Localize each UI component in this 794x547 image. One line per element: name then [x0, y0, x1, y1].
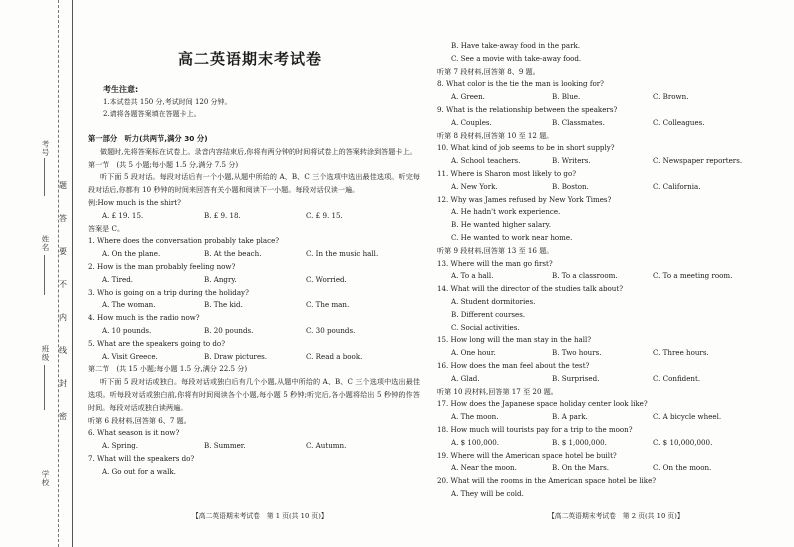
page-title: 高二英语期末考试卷	[177, 50, 322, 68]
option: B. To a classroom.	[552, 271, 618, 281]
option: C. $ 10,000,000.	[653, 437, 713, 447]
option: C. Worried.	[306, 274, 347, 284]
seal-char: 答	[59, 214, 67, 223]
exam-no-blank	[44, 158, 45, 196]
question-10: 10. What kind of job seems to be in short supply?	[437, 143, 615, 153]
option: B. Draw pictures.	[204, 351, 268, 361]
option: A. Visit Greece.	[102, 351, 158, 361]
question-3-options	[88, 299, 420, 312]
question-9: 9. What is the relationship between the speakers?	[437, 104, 618, 114]
option: C. To a meeting room.	[653, 271, 733, 281]
option: A. They will be cold.	[451, 488, 524, 498]
option: B. 20 pounds.	[204, 325, 254, 335]
example-options	[88, 210, 420, 223]
question-15-options	[437, 347, 787, 360]
option: A. On the plane.	[102, 249, 161, 259]
name-label: 姓名	[41, 235, 50, 252]
option: B. Boston.	[552, 181, 589, 191]
right-column	[437, 40, 787, 501]
option: A. Spring.	[102, 441, 139, 451]
option: A. Glad.	[451, 373, 480, 383]
section1-heading: 第一节 (共 5 小题;每小题 1.5 分,满分 7.5 分)	[88, 159, 239, 169]
option: B. $ 1,000,000.	[552, 437, 607, 447]
question-12: 12. Why was James refused by New York Times?	[437, 194, 612, 204]
seal-char: 密	[59, 412, 67, 421]
option: B. On the Mars.	[552, 463, 610, 473]
question-1-options	[88, 248, 420, 261]
question-3: 3. Who is going on a trip during the holiday?	[88, 287, 249, 297]
question-5: 5. What are the speakers going to do?	[88, 338, 225, 348]
question-15: 15. How long will the man stay in the hall?	[437, 335, 592, 345]
question-19: 19. Where will the American space hotel be built?	[437, 450, 617, 460]
option: A. $ 100,000.	[451, 437, 499, 447]
option: B. Have take-away food in the park.	[451, 41, 581, 50]
option: B. Writers.	[552, 156, 591, 166]
option: A. New York.	[451, 181, 498, 191]
option: B. Two hours.	[552, 348, 602, 358]
option: B. He wanted higher salary.	[451, 220, 551, 230]
option: C. The man.	[306, 300, 350, 310]
seal-char: 不	[59, 280, 67, 289]
option: B. Classmates.	[552, 117, 605, 127]
option: B. At the beach.	[204, 249, 262, 259]
section2-instructions: 听下面 5 段对话或独白。每段对话或独白后有几个小题,从题中所给的 A、B、C 三个选项中选出最佳选项。听每段对话或独白前,你将有时间阅读各个小题,每小题 5 秒钟;听完后,各小题将给出 5 秒钟的作答时间。每段对话或独白读两遍。	[88, 377, 420, 412]
notice-item: 2.请将各题答案填在答题卡上。	[103, 110, 201, 118]
option: C. On the moon.	[653, 463, 712, 473]
left-column	[88, 133, 420, 479]
option: A. The moon.	[451, 412, 499, 422]
question-17-options	[437, 411, 787, 424]
question-9-options	[437, 117, 787, 130]
notice-heading: 考生注意:	[103, 85, 139, 94]
option: A. Go out for a walk.	[102, 466, 176, 476]
option: B. Angry.	[204, 274, 237, 284]
option: A. Tired.	[102, 274, 134, 284]
option: C. He wanted to work near home.	[451, 232, 573, 242]
option: C. Three hours.	[653, 348, 709, 358]
option: A. Green.	[451, 92, 485, 102]
option: B. The kid.	[204, 300, 243, 310]
example-question: 例:How much is the shirt?	[88, 197, 181, 207]
question-20: 20. What will the rooms in the American space hotel be like?	[437, 476, 657, 486]
binding-margin	[0, 0, 82, 547]
option: C. £ 9. 15.	[306, 210, 343, 220]
option: A. To a hall.	[451, 271, 494, 281]
option: A. £ 19. 15.	[102, 210, 144, 220]
question-8-options	[437, 91, 787, 104]
seal-char: 要	[59, 247, 67, 256]
class-label: 班级	[41, 345, 50, 362]
option: B. A park.	[552, 412, 588, 422]
option: B. Blue.	[552, 92, 581, 102]
seal-char: 内	[59, 313, 67, 322]
option: A. Couples.	[451, 117, 492, 127]
option: B. Different courses.	[451, 309, 526, 319]
seal-warning	[59, 180, 67, 422]
option: C. California.	[653, 181, 701, 191]
question-16: 16. How does the man feel about the test?	[437, 360, 590, 370]
material-7-note: 听第 7 段材料,回答第 8、9 题。	[437, 66, 540, 76]
question-1: 1. Where does the conversation probably take place?	[88, 236, 280, 246]
section1-instructions: 听下面 5 段对话。每段对话后有一个小题,从题中所给的 A、B、C 三个选项中选出最佳选项。听完每段对话后,你都有 10 秒钟的时间来回答有关小题和阅读下一小题。每段对话仅读一遍。	[88, 172, 420, 195]
material-6-note: 听第 6 段材料,回答第 6、7 题。	[88, 415, 191, 425]
question-2: 2. How is the man probably feeling now?	[88, 261, 236, 271]
option: A. School teachers.	[451, 156, 521, 166]
option: A. The woman.	[102, 300, 156, 310]
option: C. 30 pounds.	[306, 325, 356, 335]
part1-instructions: 做题时,先将答案标在试卷上。录音内容结束后,你将有两分钟的时间将试卷上的答案转涂到答题卡上。	[100, 146, 417, 156]
option: B. Surprised.	[552, 373, 600, 383]
question-11-options	[437, 181, 787, 194]
option: A. Near the moon.	[451, 463, 517, 473]
school-label: 学校	[41, 470, 50, 487]
question-16-options	[437, 373, 787, 386]
footer-right: 【高二英语期末考试卷 第 2 页(共 10 页)】	[548, 512, 684, 520]
class-blank	[44, 365, 45, 410]
option: C. Confident.	[653, 373, 701, 383]
seal-line-outer	[72, 0, 73, 547]
option: A. 10 pounds.	[102, 325, 152, 335]
question-6-options	[88, 440, 420, 453]
option: C. Autumn.	[306, 441, 347, 451]
material-10-note: 听第 10 段材料,回答第 17 至 20 题。	[437, 386, 558, 396]
section2-heading: 第二节 (共 15 小题;每小题 1.5 分,满分 22.5 分)	[88, 364, 248, 374]
question-19-options	[437, 462, 787, 475]
question-8: 8. What color is the tie the man is looking for?	[437, 79, 604, 89]
exam-no-label: 考号	[41, 140, 50, 157]
question-4: 4. How much is the radio now?	[88, 313, 200, 323]
option: C. Read a book.	[306, 351, 363, 361]
material-8-note: 听第 8 段材料,回答第 10 至 12 题。	[437, 130, 554, 140]
name-blank	[44, 255, 45, 295]
question-18-options	[437, 437, 787, 450]
seal-char: 线	[59, 346, 67, 355]
question-5-options	[88, 351, 420, 364]
material-9-note: 听第 9 段材料,回答第 13 至 16 题。	[437, 245, 554, 255]
option: C. A bicycle wheel.	[653, 412, 722, 422]
notice-item: 1.本试卷共 150 分,考试时间 120 分钟。	[103, 98, 232, 106]
option: B. £ 9. 18.	[204, 210, 241, 220]
example-answer: 答案是 C。	[88, 223, 125, 233]
question-13: 13. Where will the man go first?	[437, 258, 553, 268]
question-6: 6. What season is it now?	[88, 428, 180, 438]
question-2-options	[88, 274, 420, 287]
option: C. In the music hall.	[306, 249, 379, 259]
question-11: 11. Where is Sharon most likely to go?	[437, 168, 577, 178]
option: C. See a movie with take-away food.	[451, 53, 582, 63]
option: A. Student dormitories.	[451, 296, 536, 306]
option: C. Newspaper reporters.	[653, 156, 743, 166]
seal-char: 题	[59, 181, 67, 190]
option: C. Brown.	[653, 92, 689, 102]
notice-box	[103, 84, 403, 120]
question-18: 18. How much will tourists pay for a trip to the moon?	[437, 424, 633, 434]
option: B. Summer.	[204, 441, 246, 451]
question-4-options	[88, 325, 420, 338]
question-17: 17. How does the Japanese space holiday center look like?	[437, 399, 648, 409]
part1-heading: 第一部分 听力(共两节,满分 30 分)	[88, 134, 208, 143]
question-10-options	[437, 155, 787, 168]
footer-left: 【高二英语期末考试卷 第 1 页(共 10 页)】	[192, 512, 328, 520]
option: A. He hadn't work experience.	[451, 207, 561, 217]
question-14: 14. What will the director of the studies talk about?	[437, 284, 624, 294]
question-13-options	[437, 270, 787, 283]
option: C. Colleagues.	[653, 117, 705, 127]
question-7: 7. What will the speakers do?	[88, 453, 195, 463]
seal-char: 封	[59, 379, 67, 388]
option: A. One hour.	[451, 348, 496, 358]
option: C. Social activities.	[451, 322, 520, 332]
